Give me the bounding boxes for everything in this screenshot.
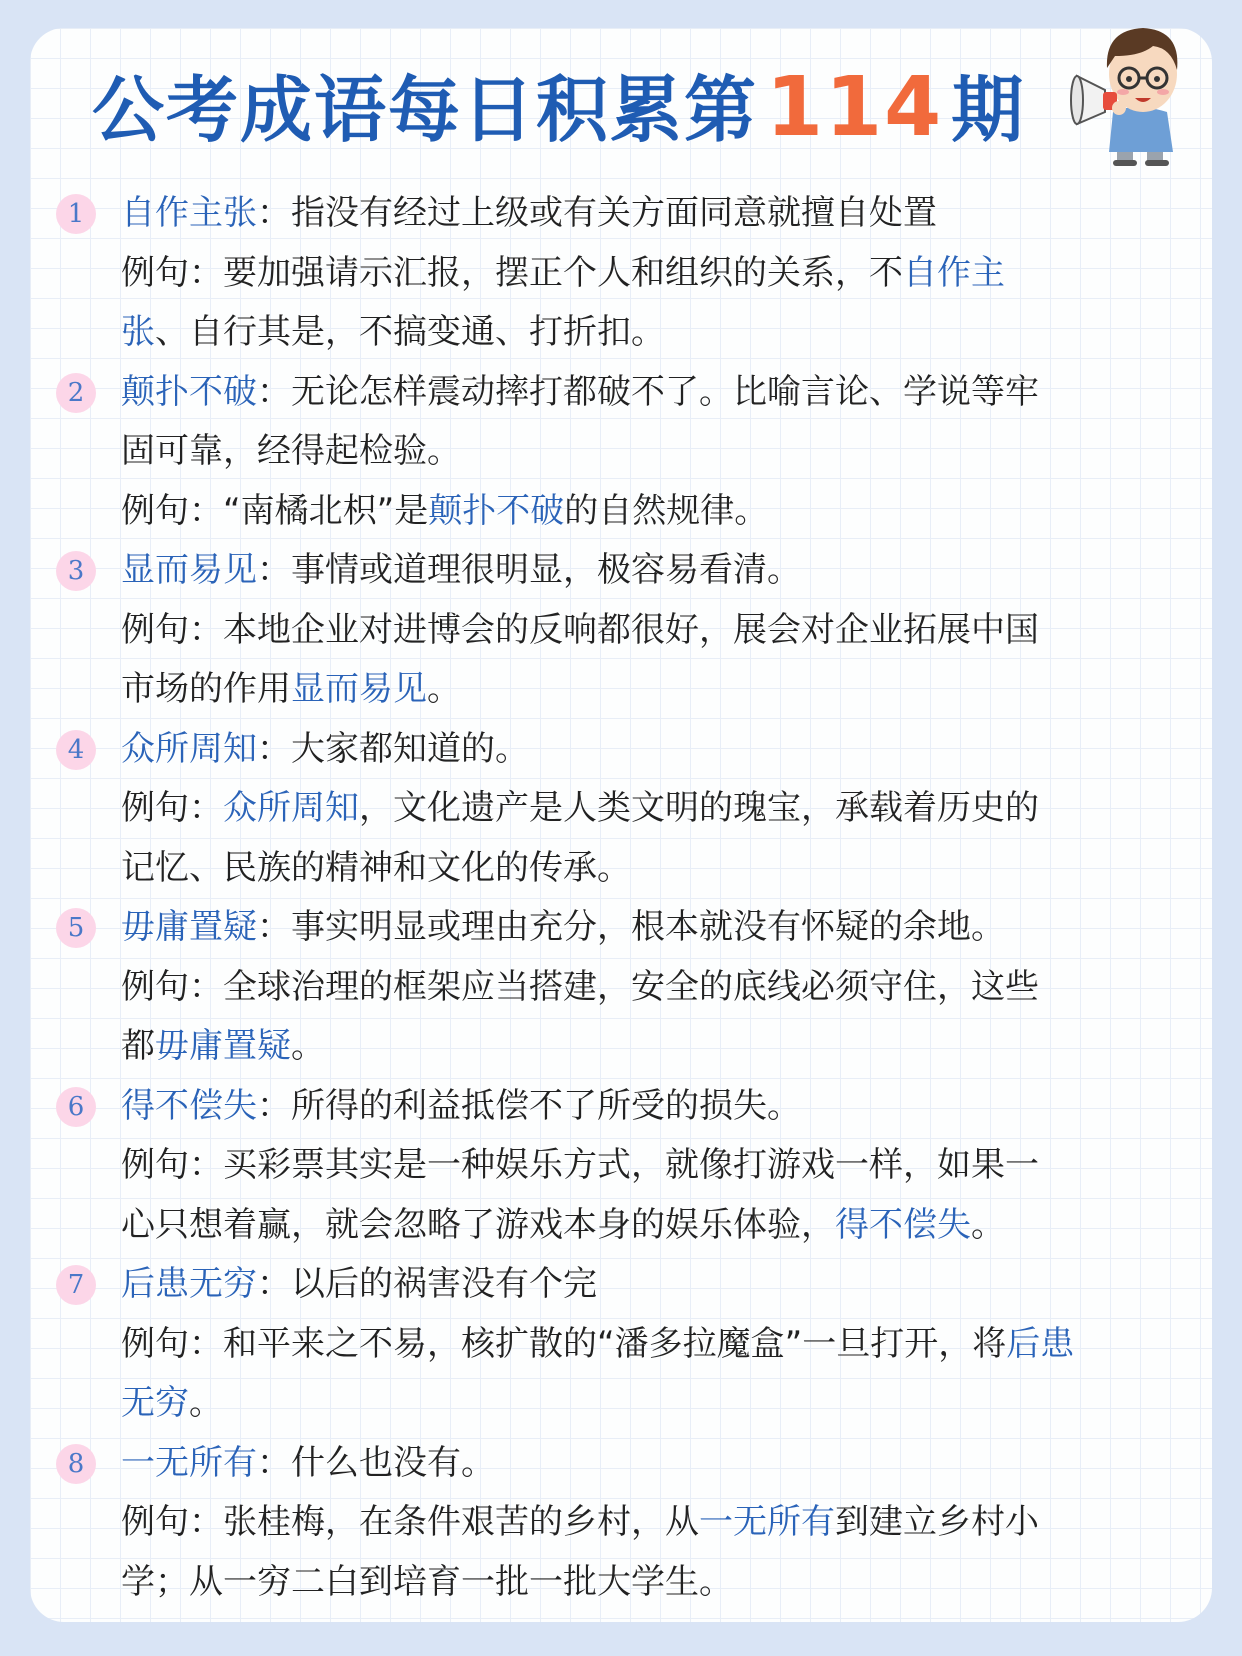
highlight: 自作主	[903, 252, 1005, 293]
entry-number-badge: 8	[56, 1444, 96, 1484]
example-line	[121, 1196, 1181, 1256]
idiom-entry	[0, 1434, 1242, 1613]
entry-number-badge: 2	[56, 373, 96, 413]
idiom-definition: 无论怎样震动摔打都破不了。比喻言论、学说等牢	[291, 371, 1039, 412]
example-line	[121, 1136, 1181, 1196]
example-line	[121, 1493, 1181, 1553]
example-text: 记忆、民族的精神和文化的传承。	[121, 847, 631, 888]
separator: ：	[257, 907, 291, 947]
example-line	[121, 601, 1181, 661]
idiom-definition: 什么也没有。	[291, 1442, 495, 1483]
idiom-term: 毋庸置疑	[121, 907, 257, 947]
title-prefix: 公考成语每日积累第	[92, 68, 759, 152]
idiom-term: 一无所有	[121, 1442, 257, 1483]
idiom-entry	[0, 1077, 1242, 1256]
example-text: 。	[189, 1383, 223, 1423]
example-line	[121, 660, 1181, 720]
example-line	[121, 958, 1181, 1018]
entry-number-badge: 5	[56, 908, 96, 948]
title-suffix: 期	[951, 68, 1026, 152]
highlight: 无穷	[121, 1383, 189, 1423]
highlight: 颠扑不破	[428, 490, 565, 531]
example-text: 。	[971, 1204, 1005, 1245]
entry-headline	[121, 541, 1181, 601]
entry-number-badge: 4	[56, 730, 96, 770]
example-text: 到建立乡村小	[835, 1502, 1039, 1542]
idiom-definition: 所得的利益抵偿不了所受的损失。	[291, 1085, 801, 1126]
example-text: 学；从一穷二白到培育一批一批大学生。	[121, 1561, 733, 1602]
idiom-entry	[0, 720, 1242, 899]
idiom-definition: 事情或道理很明显，极容易看清。	[291, 550, 801, 590]
example-text: 例句：	[121, 788, 223, 828]
idiom-term: 众所周知	[121, 728, 257, 769]
separator: ：	[257, 371, 291, 412]
example-text: 例句：和平来之不易，核扩散的“潘多拉魔盒”一旦打开，将	[121, 1323, 1007, 1364]
entry-headline	[121, 363, 1181, 423]
example-line	[121, 482, 1181, 542]
example-text: 。	[291, 1026, 325, 1066]
example-line	[121, 244, 1181, 304]
separator: ：	[257, 1442, 291, 1483]
highlight: 显而易见	[291, 669, 427, 709]
example-text: 市场的作用	[121, 669, 291, 709]
idiom-term: 颠扑不破	[121, 371, 257, 412]
separator: ：	[257, 550, 291, 590]
idiom-entry	[0, 1255, 1242, 1434]
example-line	[121, 422, 1181, 482]
idiom-term: 得不偿失	[121, 1085, 257, 1126]
example-line	[121, 1553, 1181, 1613]
example-text: 都	[121, 1026, 155, 1066]
example-line	[121, 839, 1181, 899]
entry-number-badge: 6	[56, 1087, 96, 1127]
idiom-term: 后患无穷	[121, 1264, 257, 1304]
example-text: 的自然规律。	[564, 490, 769, 531]
idiom-term: 显而易见	[121, 550, 257, 590]
example-text: 例句：要加强请示汇报，摆正个人和组织的关系，不	[121, 252, 903, 293]
example-line	[121, 1017, 1181, 1077]
entry-headline	[121, 1255, 1181, 1315]
highlight: 毋庸置疑	[155, 1026, 291, 1066]
entry-number-badge: 1	[56, 194, 96, 234]
example-text: 例句：本地企业对进博会的反响都很好，展会对企业拓展中国	[121, 609, 1039, 650]
entry-headline	[121, 1077, 1181, 1137]
example-line	[121, 1374, 1181, 1434]
entry-number-badge: 7	[56, 1265, 96, 1305]
highlight: 张	[121, 312, 155, 352]
separator: ：	[257, 193, 291, 233]
idiom-definition: 大家都知道的。	[291, 728, 529, 769]
highlight: 得不偿失	[835, 1204, 971, 1245]
example-text: 固可靠，经得起检验。	[121, 431, 461, 471]
separator: ：	[257, 1085, 291, 1126]
issue-number: 114	[766, 60, 944, 155]
example-line	[121, 1315, 1181, 1375]
idiom-definition: 指没有经过上级或有关方面同意就擅自处置	[291, 193, 937, 233]
example-text: 例句：全球治理的框架应当搭建，安全的底线必须守住，这些	[121, 966, 1039, 1007]
idiom-definition: 以后的祸害没有个完	[291, 1264, 597, 1304]
separator: ：	[257, 728, 291, 769]
example-text: 、自行其是，不搞变通、打折扣。	[155, 312, 665, 352]
example-text: 例句：张桂梅，在条件艰苦的乡村，从	[121, 1502, 699, 1542]
idiom-definition: 事实明显或理由充分，根本就没有怀疑的余地。	[291, 907, 1005, 947]
boy-with-megaphone-icon	[1055, 12, 1215, 172]
idiom-entry	[0, 363, 1242, 542]
page-title	[92, 58, 1025, 160]
example-text: ，文化遗产是人类文明的瑰宝，承载着历史的	[359, 788, 1039, 828]
entry-headline	[121, 1434, 1181, 1494]
example-text: 。	[427, 669, 461, 709]
entry-headline	[121, 898, 1181, 958]
idiom-entry	[0, 541, 1242, 720]
idiom-entry	[0, 898, 1242, 1077]
highlight: 后患	[1006, 1323, 1075, 1364]
example-line	[121, 779, 1181, 839]
highlight: 众所周知	[223, 788, 359, 828]
idiom-term: 自作主张	[121, 193, 257, 233]
entry-headline	[121, 720, 1181, 780]
highlight: 一无所有	[699, 1502, 835, 1542]
example-text: 例句：买彩票其实是一种娱乐方式，就像打游戏一样，如果一	[121, 1145, 1039, 1185]
idiom-entry	[0, 184, 1242, 363]
entry-headline	[121, 184, 1181, 244]
separator: ：	[257, 1264, 291, 1304]
example-line	[121, 303, 1181, 363]
example-text: 例句：“南橘北枳”是	[121, 490, 429, 531]
example-text: 心只想着赢，就会忽略了游戏本身的娱乐体验，	[121, 1204, 835, 1245]
entry-number-badge: 3	[56, 551, 96, 591]
idiom-list	[0, 184, 1242, 1612]
